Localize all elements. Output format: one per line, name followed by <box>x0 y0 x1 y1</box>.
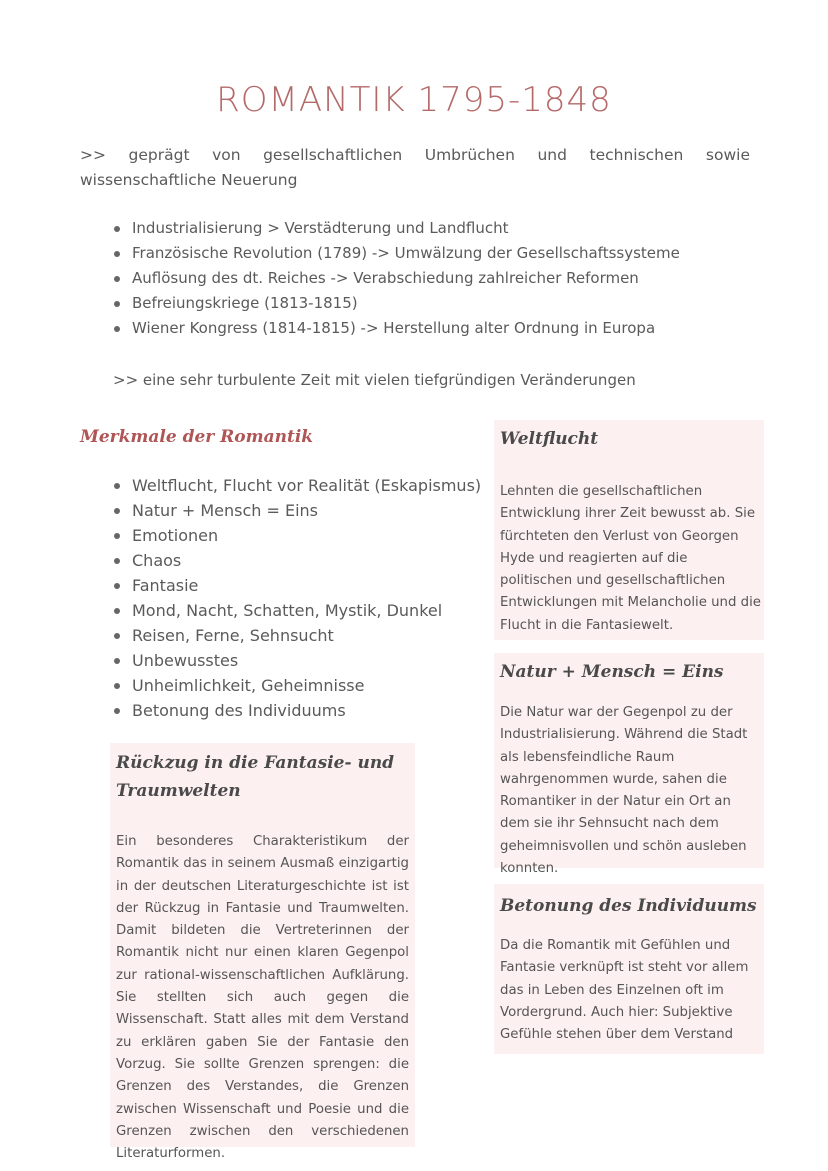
rueckzug-body: Ein besonderes Charakteristikum der Romantik das in seinem Ausmaß einzigartig in der deutschen Literaturgeschichte ist ist der Rückzug in Fantasie und Traumwelten. Damit bildeten die Vertreterinnen der Romantik nicht nur einen klaren Gegenpol zur rational-wissenschaftlichen Aufklärung. Sie stellten sich auch gegen die Wissenschaft. Statt alles mit dem Verstand zu erklären gaben Sie der Fantasie den Vorzug. Sie sollte Grenzen sprengen: die Grenzen des Verstandes, die Grenzen zwischen Wissenschaft und Poesie und die Grenzen zwischen den verschiedenen Literaturformen. <box>116 834 409 1162</box>
list-item: Chaos <box>114 548 481 573</box>
list-item: Reisen, Ferne, Sehnsucht <box>114 623 481 648</box>
natur-body: Die Natur war der Gegenpol zu der Industrialisierung. Während die Stadt als lebensfeindliche Raum wahrgenommen wurde, sahen die Romantiker in der Natur ein Ort an dem sie ihr Sehnsucht nach dem geheimnisvollen und schön ausleben konnten. <box>500 705 748 877</box>
list-item: Französische Revolution (1789) -> Umwälzung der Gesellschaftssysteme <box>114 241 680 266</box>
list-item: Unbewusstes <box>114 648 481 673</box>
list-item: Industrialisierung > Verstädterung und Landflucht <box>114 216 680 241</box>
weltflucht-card <box>494 420 764 640</box>
list-item: Fantasie <box>114 573 481 598</box>
list-item: Natur + Mensch = Eins <box>114 498 481 523</box>
weltflucht-heading: Weltflucht <box>500 429 599 449</box>
natur-card <box>494 653 764 877</box>
betonung-heading: Betonung des Individuums <box>500 896 757 916</box>
page-title: ROMANTIK 1795-1848 <box>216 80 612 120</box>
merkmale-heading: Merkmale der Romantik <box>80 427 314 447</box>
list-item: Mond, Nacht, Schatten, Mystik, Dunkel <box>114 598 481 623</box>
weltflucht-body: Lehnten die gesellschaftlichen Entwicklung ihrer Zeit bewusst ab. Sie fürchteten den Verlust von Georgen Hyde und reagierten auf die politischen und gesellschaftlichen Entwicklungen mit Melancholie und die Flucht in die Fantasiewelt. <box>500 484 761 633</box>
list-item: Wiener Kongress (1814-1815) -> Herstellung alter Ordnung in Europa <box>114 316 680 341</box>
intro-text: >> geprägt von gesellschaftlichen Umbrüchen und technischen sowie wissenschaftliche Neuerung <box>80 146 750 189</box>
betonung-body: Da die Romantik mit Gefühlen und Fantasie verknüpft ist steht vor allem das in Leben des Einzelnen oft im Vordergrund. Auch hier: Subjektive Gefühle stehen über dem Verstand <box>500 938 749 1043</box>
rueckzug-heading: Rückzug in die Fantasie- und Traumwelten <box>116 753 395 801</box>
summary-text: >> eine sehr turbulente Zeit mit vielen tiefgründigen Veränderungen <box>113 371 636 389</box>
list-item: Befreiungskriege (1813-1815) <box>114 291 680 316</box>
natur-heading: Natur + Mensch = Eins <box>500 662 724 682</box>
betonung-card <box>494 884 764 1054</box>
list-item: Emotionen <box>114 523 481 548</box>
list-item: Auflösung des dt. Reiches -> Verabschiedung zahlreicher Reformen <box>114 266 680 291</box>
list-item: Betonung des Individuums <box>114 698 481 723</box>
list-item: Unheimlichkeit, Geheimnisse <box>114 673 481 698</box>
rueckzug-card <box>110 743 415 1162</box>
merkmale-list <box>114 473 481 723</box>
events-list <box>114 216 680 341</box>
list-item: Weltflucht, Flucht vor Realität (Eskapismus) <box>114 473 481 498</box>
